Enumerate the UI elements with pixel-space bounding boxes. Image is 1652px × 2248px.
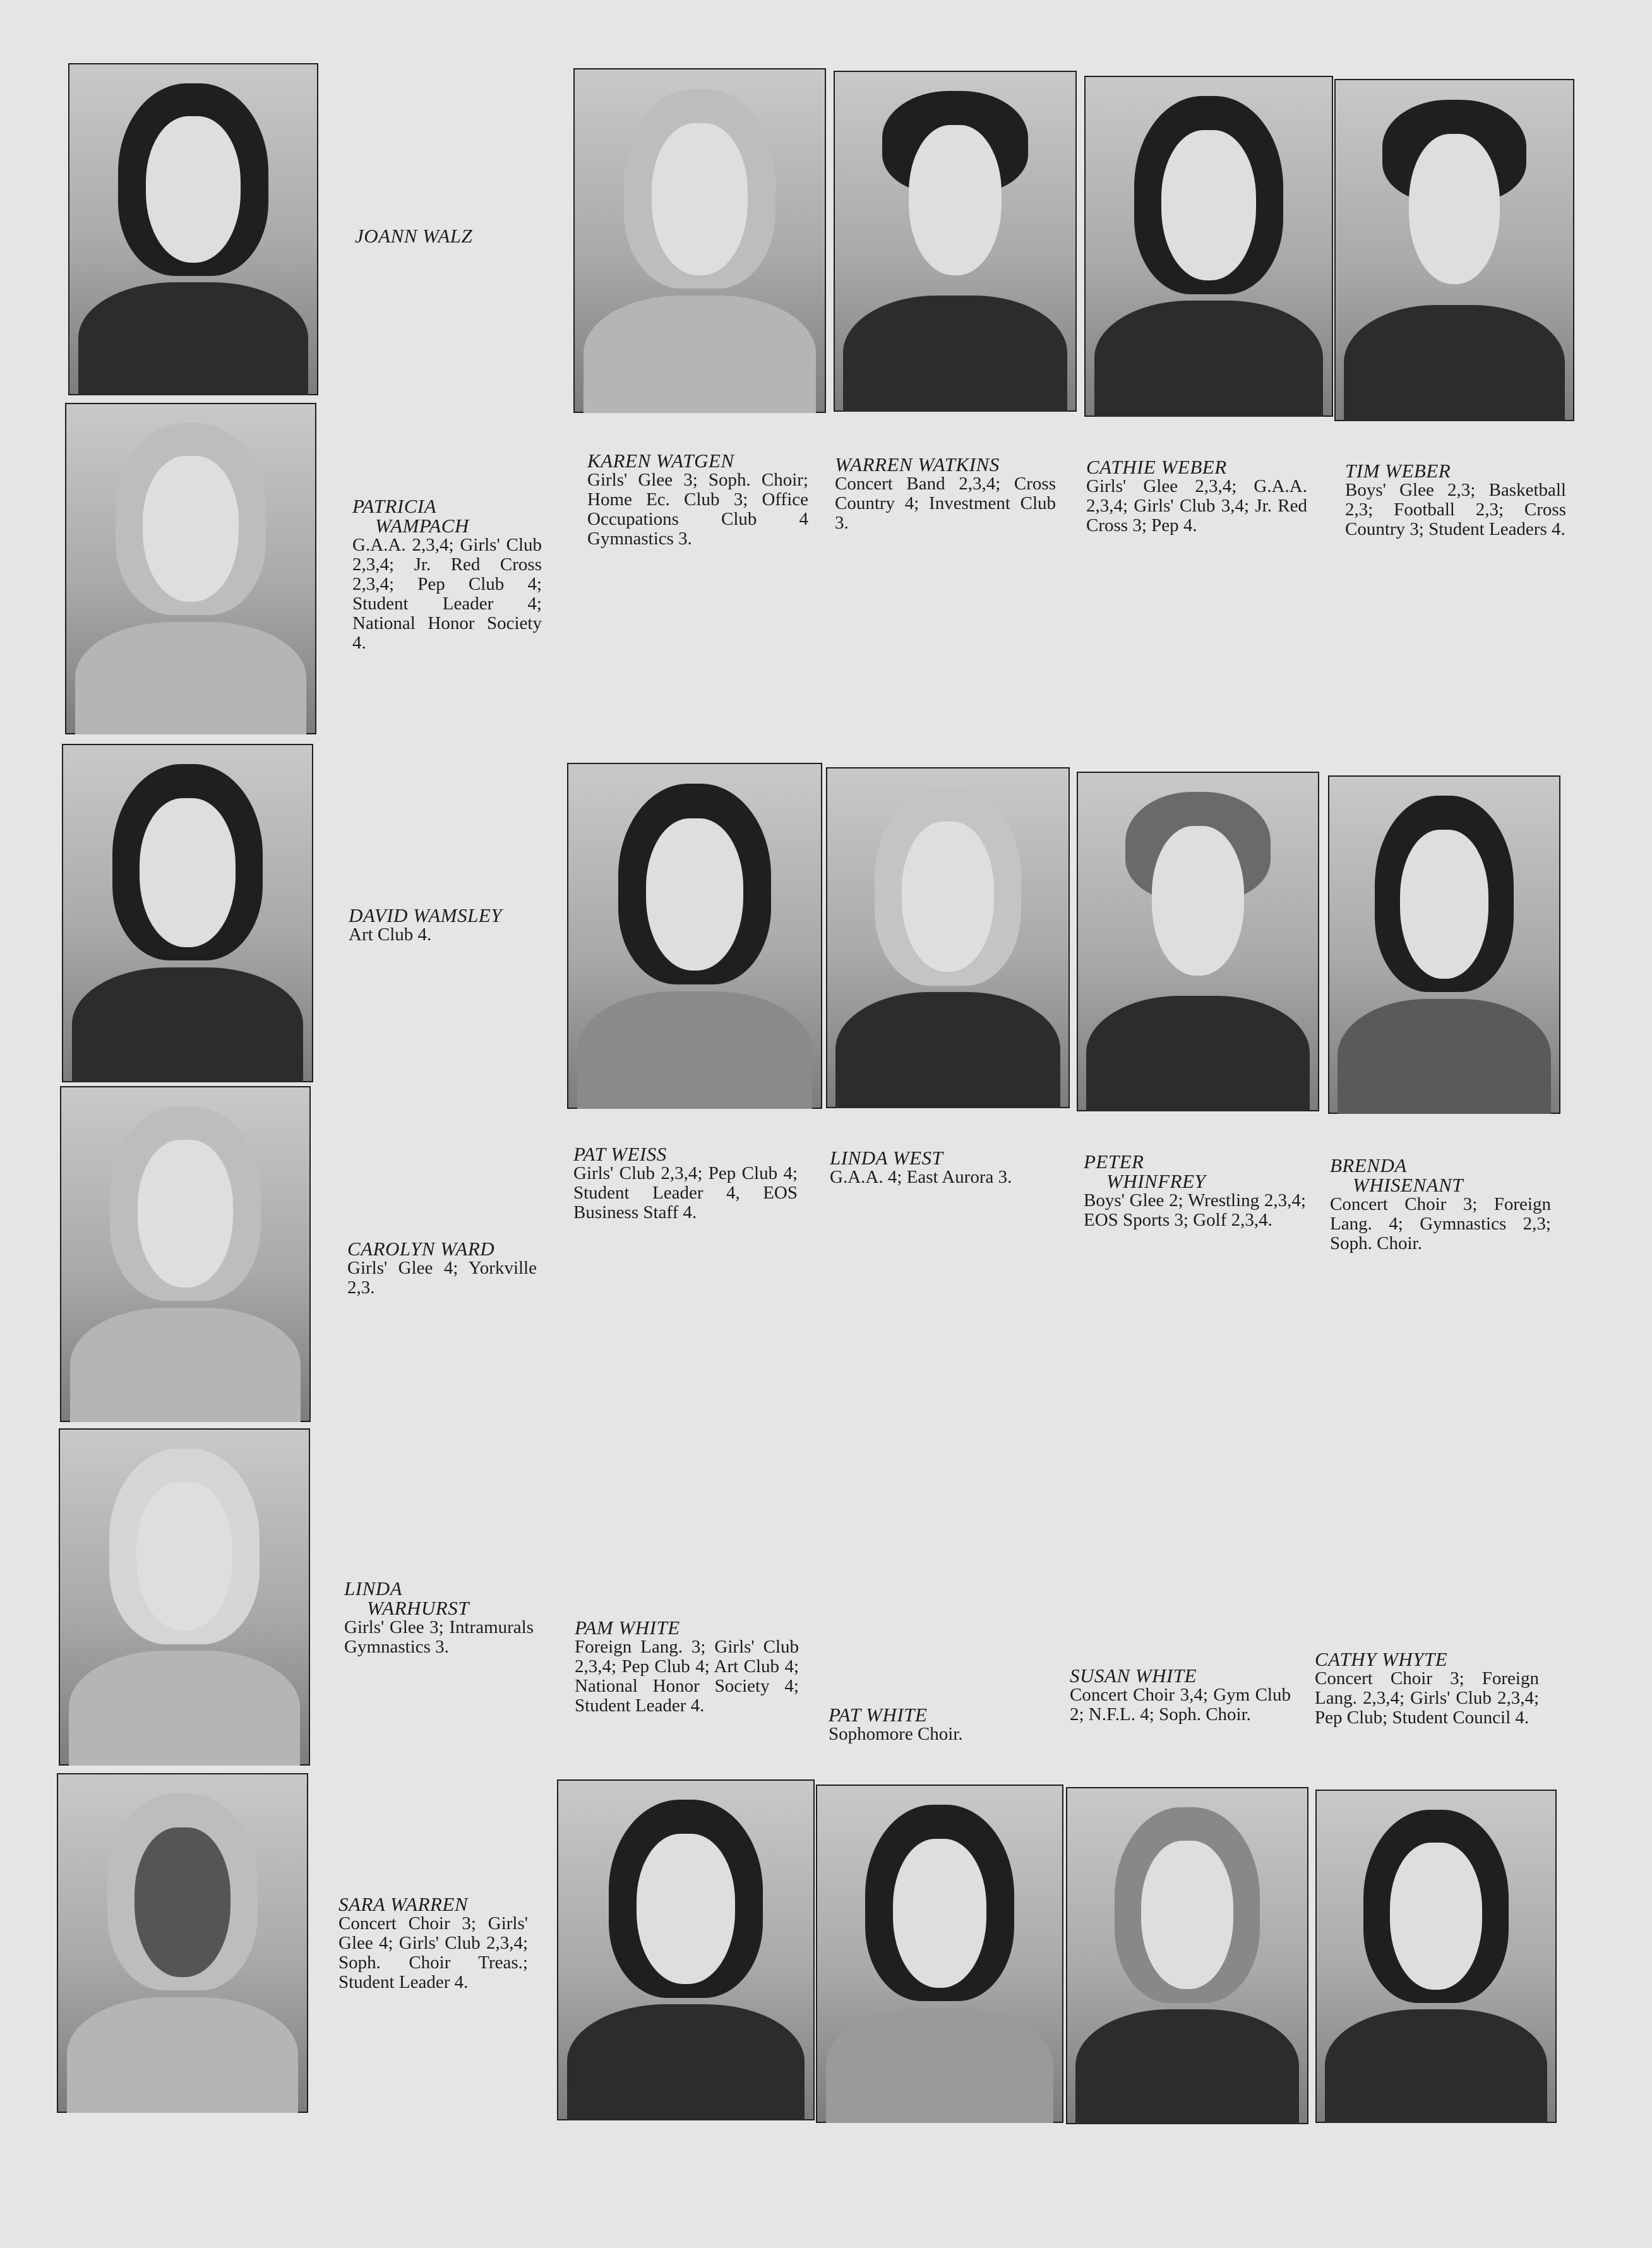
portrait-whisenant	[1328, 775, 1560, 1114]
student-name: PAT WHITE	[829, 1704, 928, 1726]
portrait-white-pam	[557, 1779, 815, 2120]
student-name: PETER	[1084, 1151, 1144, 1173]
portrait-warren	[57, 1773, 308, 2113]
student-name: LINDA	[344, 1577, 403, 1599]
student-activities: Girls' Glee 3; Soph. Choir; Home Ec. Club 3; Office Occupations Club 4 Gymnastics 3.	[587, 470, 808, 549]
student-name: KAREN WATGEN	[587, 450, 734, 472]
entry-whisenant	[1330, 1156, 1551, 1253]
student-name: CATHIE WEBER	[1086, 456, 1227, 478]
portrait-whinfrey	[1077, 772, 1319, 1111]
student-name-continued: WHISENANT	[1353, 1174, 1463, 1196]
entry-watgen	[587, 451, 808, 549]
entry-white-susan	[1070, 1666, 1291, 1725]
student-activities: G.A.A. 4; East Aurora 3.	[830, 1167, 1012, 1187]
portrait-white-susan	[1066, 1787, 1308, 2124]
portrait-warhurst	[59, 1428, 310, 1766]
entry-weber-t	[1345, 461, 1566, 539]
student-activities: Concert Choir 3; Foreign Lang. 4; Gymnastics 2,3; Soph. Choir.	[1330, 1194, 1551, 1253]
student-name: LINDA WEST	[830, 1147, 943, 1169]
portrait-wampach	[65, 403, 316, 734]
entry-walz	[355, 226, 544, 246]
student-name: CAROLYN WARD	[347, 1238, 495, 1260]
student-activities: Girls' Glee 2,3,4; G.A.A. 2,3,4; Girls' Club 3,4; Jr. Red Cross 3; Pep 4.	[1086, 476, 1307, 535]
student-name: PATRICIA	[352, 495, 437, 517]
portrait-weber-c	[1084, 76, 1333, 417]
student-name-continued: WHINFREY	[1106, 1170, 1206, 1192]
entry-warren	[338, 1894, 528, 1992]
portrait-white-pat	[816, 1785, 1063, 2123]
entry-whyte	[1315, 1649, 1539, 1728]
student-name: SARA WARREN	[338, 1893, 469, 1915]
entry-whinfrey	[1084, 1152, 1306, 1230]
portrait-weber-t	[1334, 79, 1574, 421]
student-name: PAM WHITE	[575, 1617, 680, 1639]
student-activities: G.A.A. 2,3,4; Girls' Club 2,3,4; Jr. Red Cross 2,3,4; Pep Club 4; Student Leader 4; National Honor Society 4.	[352, 535, 542, 653]
entry-ward	[347, 1239, 537, 1298]
portrait-ward	[60, 1086, 311, 1422]
student-activities: Girls' Glee 4; Yorkville 2,3.	[347, 1258, 537, 1298]
portrait-watgen	[573, 68, 826, 413]
portrait-wamsley	[62, 744, 313, 1082]
student-activities: Girls' Club 2,3,4; Pep Club 4; Student Leader 4, EOS Business Staff 4.	[573, 1163, 798, 1223]
student-activities: Boys' Glee 2; Wrestling 2,3,4; EOS Sports 3; Golf 2,3,4.	[1084, 1190, 1306, 1230]
entry-wamsley	[349, 906, 544, 945]
student-name: WARREN WATKINS	[835, 453, 1000, 475]
student-activities: Concert Choir 3; Foreign Lang. 2,3,4; Girls' Club 2,3,4; Pep Club; Student Council 4.	[1315, 1668, 1539, 1728]
student-name: SUSAN WHITE	[1070, 1665, 1197, 1687]
entry-white-pat	[829, 1705, 1062, 1744]
student-activities: Foreign Lang. 3; Girls' Club 2,3,4; Pep Club 4; Art Club 4; National Honor Society 4; Student Leader 4.	[575, 1637, 799, 1716]
portrait-west	[826, 767, 1070, 1108]
student-name-continued: WARHURST	[367, 1597, 469, 1619]
student-name: TIM WEBER	[1345, 460, 1451, 482]
entry-west	[830, 1148, 1063, 1187]
student-name: DAVID WAMSLEY	[349, 904, 503, 926]
portrait-walz	[68, 63, 318, 395]
student-activities: Concert Choir 3; Girls' Glee 4; Girls' Club 2,3,4; Soph. Choir Treas.; Student Leader 4.	[338, 1913, 528, 1992]
student-name: JOANN WALZ	[355, 225, 473, 247]
student-activities: Sophomore Choir.	[829, 1724, 963, 1744]
entry-white-pam	[575, 1618, 799, 1716]
student-activities: Girls' Glee 3; Intramurals Gymnastics 3.	[344, 1617, 534, 1657]
student-name: BRENDA	[1330, 1154, 1407, 1176]
entry-warhurst	[344, 1579, 534, 1657]
student-activities: Concert Choir 3,4; Gym Club 2; N.F.L. 4; Soph. Choir.	[1070, 1685, 1291, 1725]
portrait-watkins	[834, 71, 1077, 412]
student-name: CATHY WHYTE	[1315, 1648, 1448, 1670]
entry-watkins	[835, 455, 1056, 533]
entry-wampach	[352, 496, 542, 653]
entry-weber-c	[1086, 457, 1307, 535]
student-activities: Boys' Glee 2,3; Basketball 2,3; Football 2,3; Cross Country 3; Student Leaders 4.	[1345, 480, 1566, 539]
student-activities: Concert Band 2,3,4; Cross Country 4; Investment Club 3.	[835, 474, 1056, 533]
portrait-whyte	[1315, 1790, 1557, 2123]
student-name: PAT WEISS	[573, 1143, 667, 1165]
portrait-weiss	[567, 763, 822, 1109]
student-name-continued: WAMPACH	[375, 515, 469, 537]
student-activities: Art Club 4.	[349, 924, 432, 945]
entry-weiss	[573, 1144, 798, 1223]
